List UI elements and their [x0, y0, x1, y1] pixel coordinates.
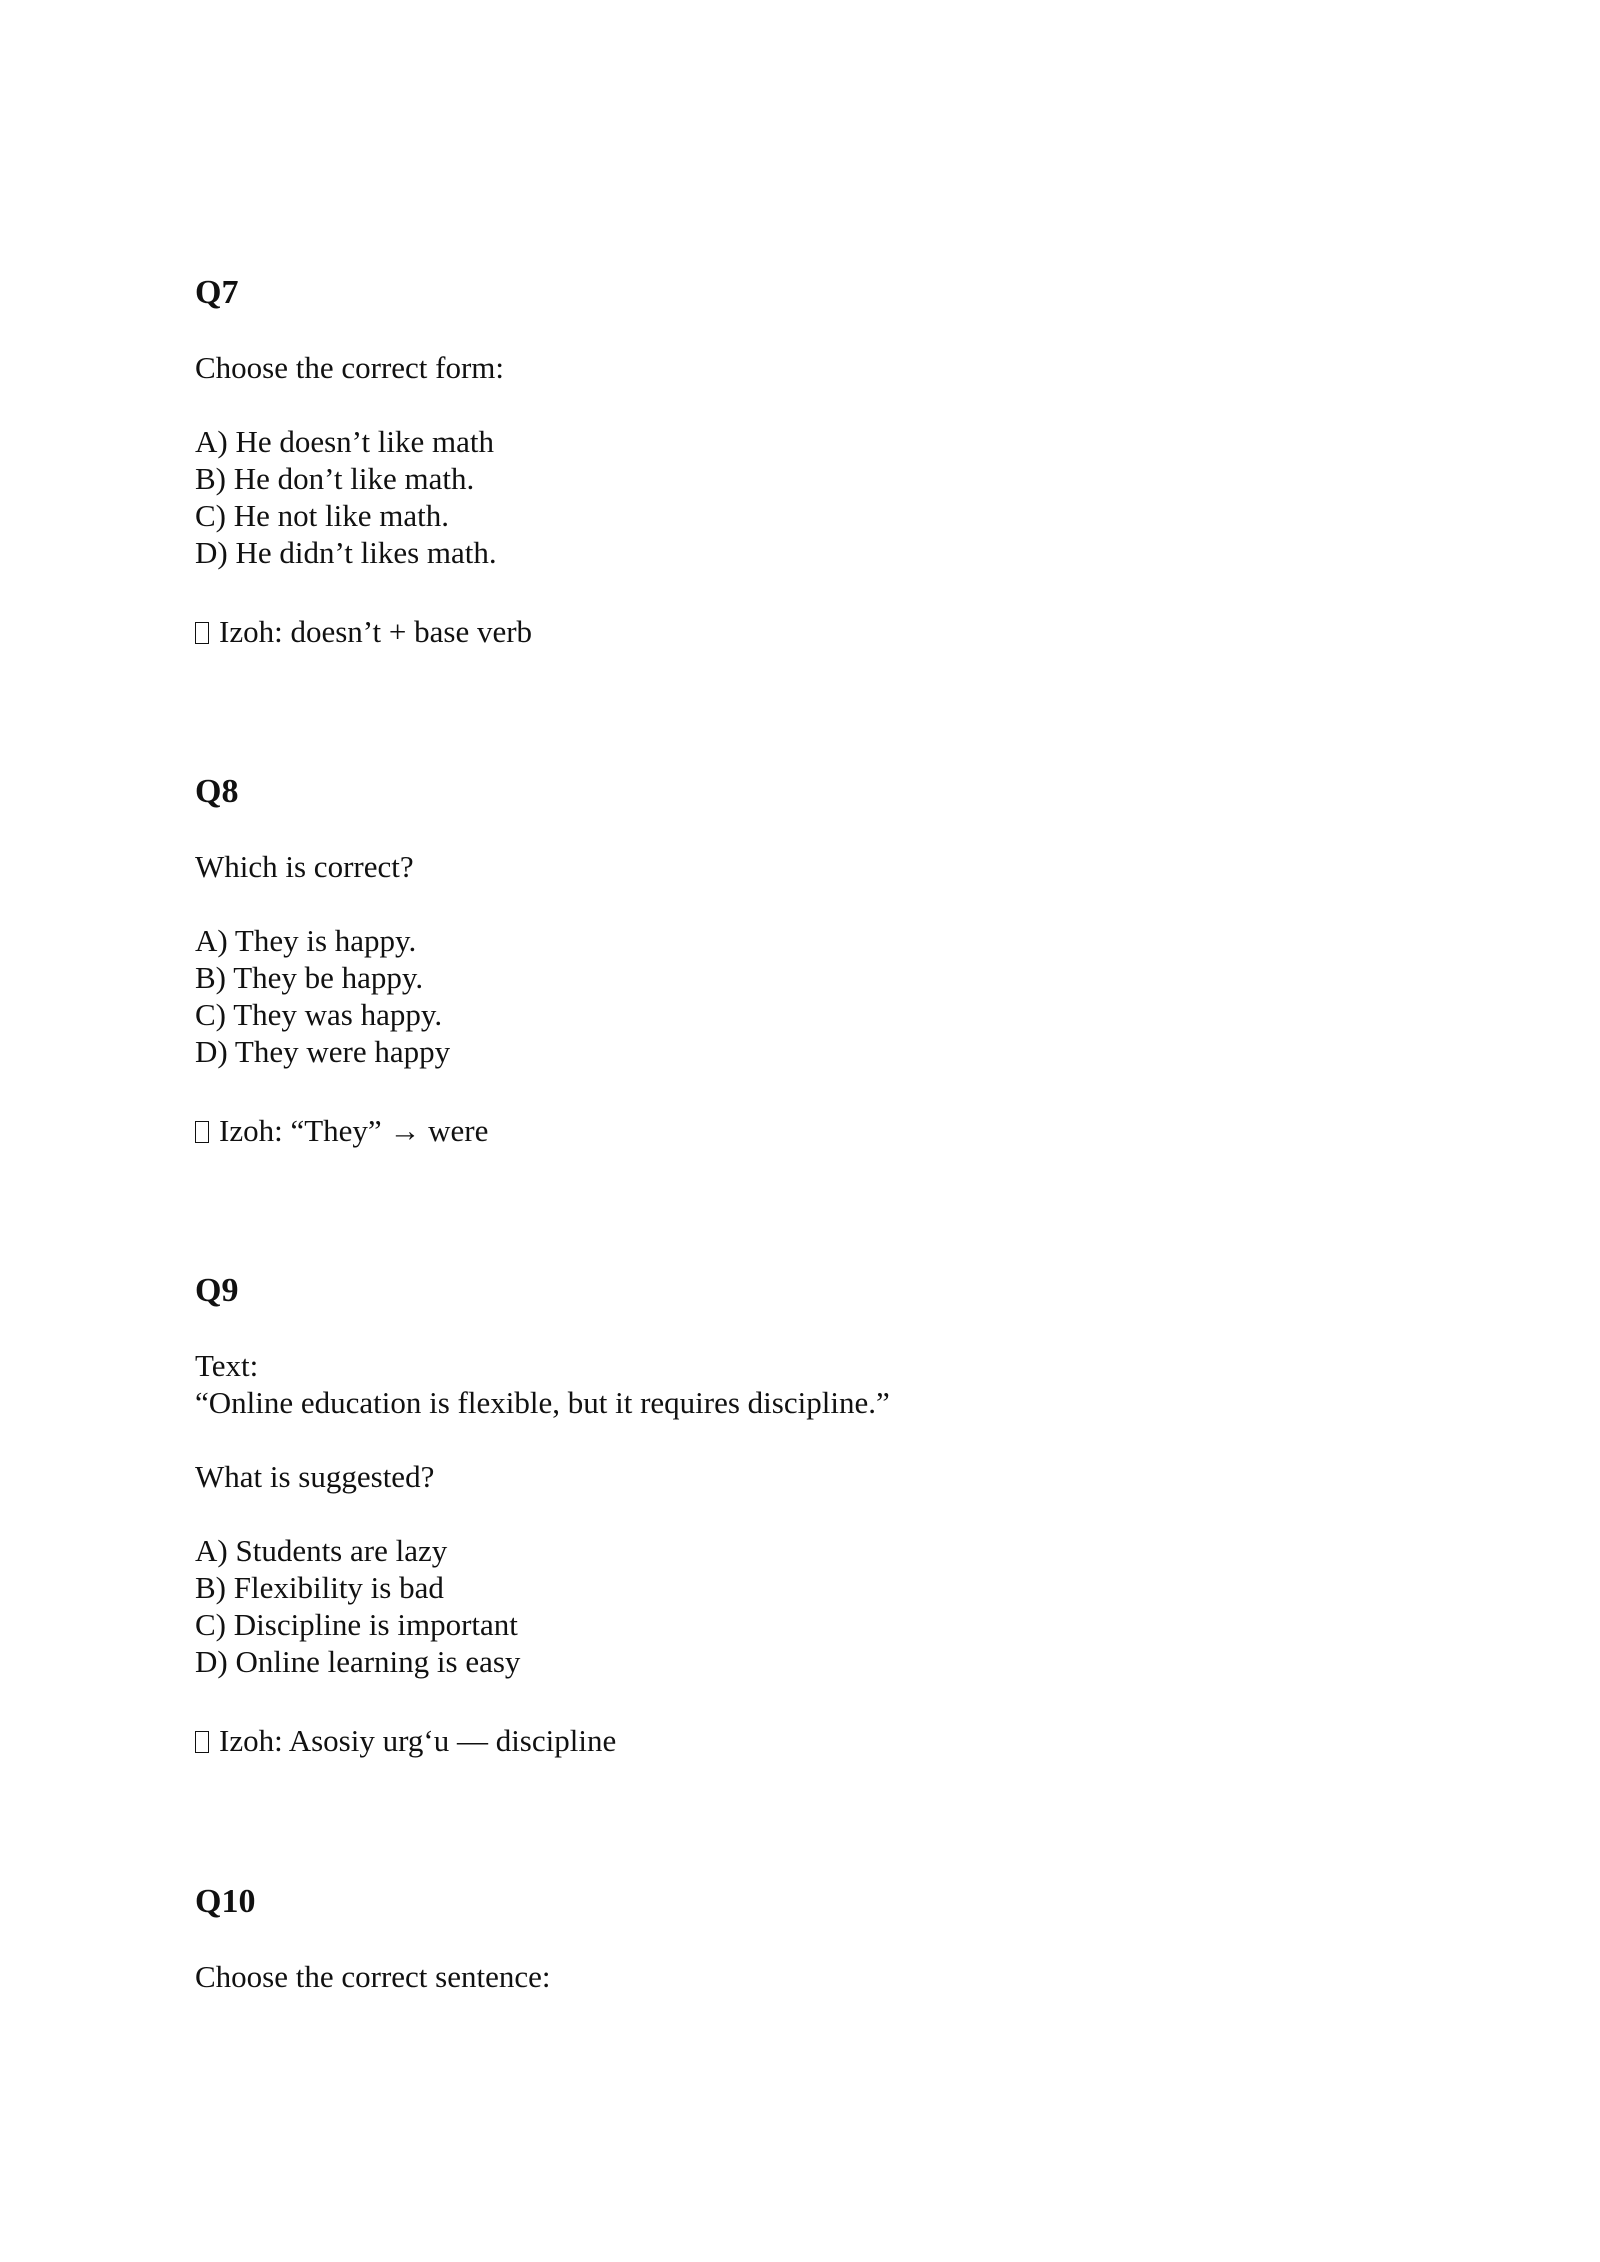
question-title: Q7 [195, 274, 239, 311]
option-a: A) Students are lazy [195, 1533, 448, 1568]
question-prompt: What is suggested? [195, 1459, 435, 1494]
option-c: C) They was happy. [195, 997, 443, 1032]
option-a: A) They is happy. [195, 923, 417, 958]
note-text: Izoh: doesn’t + base verb [219, 614, 533, 649]
missing-glyph-icon [195, 1731, 209, 1753]
question-title: Q10 [195, 1883, 256, 1920]
question-q9 [195, 1271, 1395, 1759]
question-prompt: Which is correct? [195, 849, 414, 884]
option-d: D) Online learning is easy [195, 1644, 521, 1679]
missing-glyph-icon [195, 1121, 209, 1143]
note-text: Izoh: Asosiy urg‘u — discipline [219, 1723, 617, 1758]
note-text: Izoh: “They” → were [219, 1113, 489, 1148]
explanation-note [195, 613, 1395, 650]
question-title: Q8 [195, 773, 239, 810]
explanation-note [195, 1722, 1395, 1759]
option-c: C) He not like math. [195, 498, 449, 533]
option-b: B) He don’t like math. [195, 461, 475, 496]
option-b: B) They be happy. [195, 960, 424, 995]
option-c: C) Discipline is important [195, 1607, 518, 1642]
option-d: D) He didn’t likes math. [195, 535, 497, 570]
question-title: Q9 [195, 1272, 239, 1309]
option-a: A) He doesn’t like math [195, 424, 495, 459]
question-q7 [195, 273, 1395, 650]
text-quote: “Online education is flexible, but it requires discipline.” [195, 1385, 890, 1420]
question-prompt: Choose the correct sentence: [195, 1959, 551, 1994]
option-d: D) They were happy [195, 1034, 451, 1069]
missing-glyph-icon [195, 622, 209, 644]
explanation-note [195, 1112, 1395, 1149]
text-label: Text: [195, 1348, 259, 1383]
question-q8 [195, 772, 1395, 1149]
question-q10 [195, 1882, 1395, 1995]
question-prompt: Choose the correct form: [195, 350, 505, 385]
option-b: B) Flexibility is bad [195, 1570, 444, 1605]
